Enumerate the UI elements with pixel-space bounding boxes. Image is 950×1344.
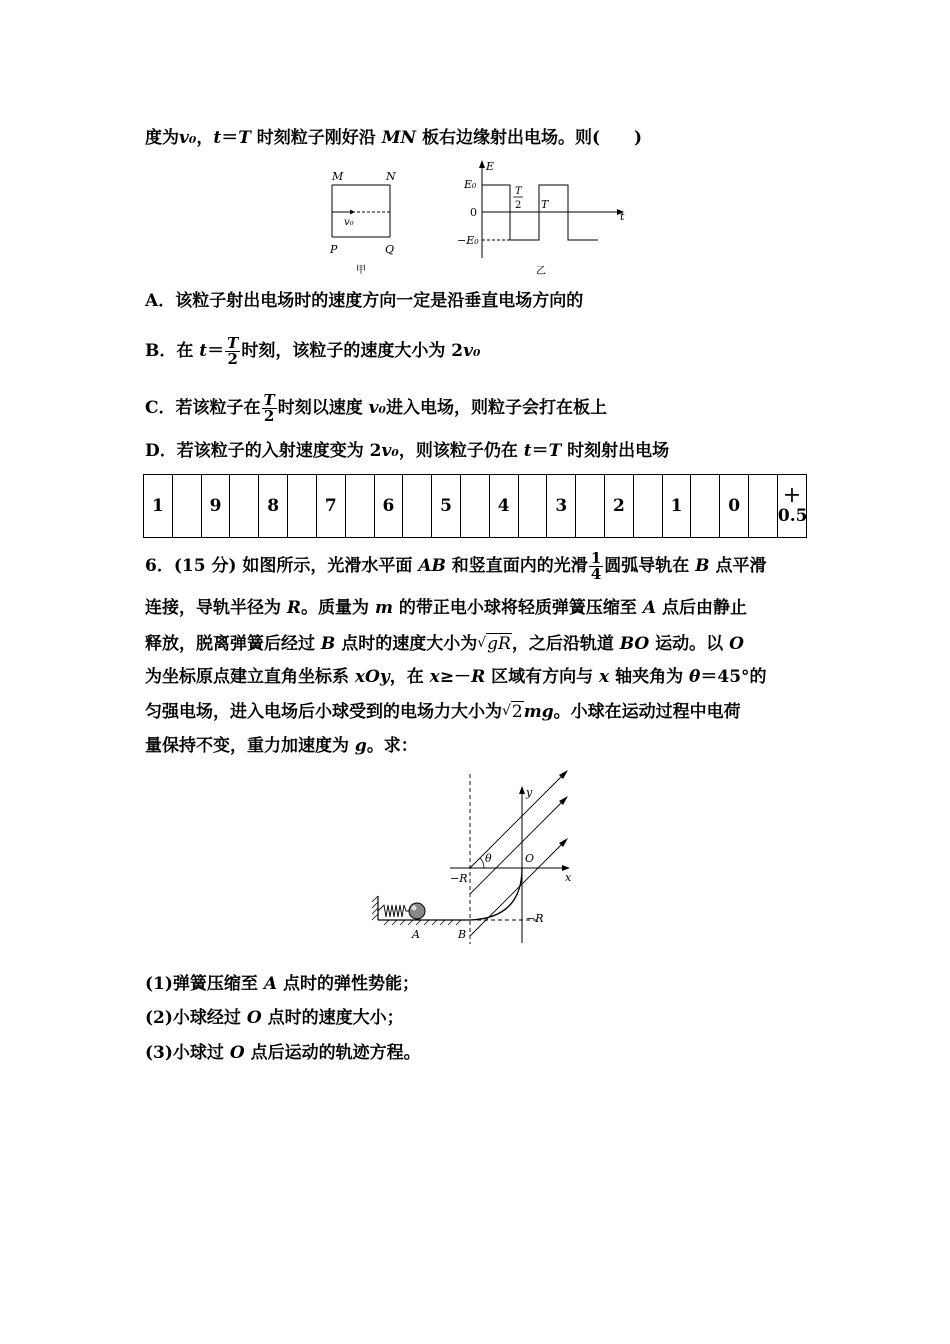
text: 量保持不变，重力加速度为: [145, 736, 355, 756]
denominator: 4: [590, 565, 602, 583]
label-P: P: [330, 243, 338, 256]
score-cell: [288, 475, 317, 538]
label-zero: 0: [470, 206, 477, 219]
fraction-T-over-2: [225, 336, 240, 367]
caption-yi: 乙: [536, 266, 546, 277]
text: 点时的弹性势能；: [277, 974, 419, 994]
symbol: BO: [619, 634, 650, 654]
text: D．若该粒子的入射速度变为 2: [145, 441, 382, 461]
label-B: B: [458, 928, 467, 941]
text: 进入电场，则粒子会打在板上: [385, 398, 607, 418]
symbol: B: [695, 556, 710, 576]
label-N: N: [386, 170, 396, 183]
text: ，则该粒子仍在: [398, 441, 524, 461]
text: 时刻以速度: [277, 398, 369, 418]
q6-line-6: [145, 735, 418, 757]
symbol: x: [599, 667, 610, 687]
sub-question-2: [145, 1007, 404, 1029]
q6-line-1: [145, 551, 766, 582]
label-Q: Q: [385, 243, 395, 256]
text: (2)小球经过: [145, 1008, 247, 1028]
score-cell-last: [777, 475, 806, 538]
symbol: B: [320, 634, 336, 654]
symbol: xOy: [354, 667, 390, 687]
q6-line-2: [145, 597, 747, 619]
text: 。求：: [366, 736, 418, 756]
symbol: A: [263, 974, 278, 994]
label-neg-R-x: −R: [450, 872, 468, 885]
text: 点后运动的轨迹方程。: [244, 1043, 421, 1063]
label-neg-R-y: −R: [526, 912, 544, 925]
score-cell: [518, 475, 547, 538]
text: 板右边缘射出电场。则( ): [416, 128, 643, 148]
score-cell: [633, 475, 662, 538]
sqrt-icon: √: [477, 635, 487, 651]
score-cell: 0: [720, 475, 749, 538]
text: (3)小球过: [145, 1043, 230, 1063]
q5-intro-line: [145, 127, 642, 149]
sqrt-icon: √: [502, 703, 511, 719]
symbol: O: [229, 1043, 245, 1063]
figure-capacitor: [322, 165, 402, 277]
text: 时刻粒子刚好沿: [250, 128, 382, 148]
label-T-half-num: T: [515, 186, 522, 197]
score-cell: [345, 475, 374, 538]
q6-line-4: [145, 666, 767, 688]
q6-line-3: [145, 632, 744, 655]
label-T-half-den: 2: [515, 200, 522, 211]
denominator: 2: [263, 407, 275, 425]
option-a-text: A．该粒子射出电场时的速度方向一定是沿垂直电场方向的: [145, 291, 584, 311]
text: B．在: [145, 341, 200, 361]
text: ≥－: [439, 667, 472, 687]
symbol: θ: [689, 667, 701, 687]
score-cell: 1: [662, 475, 691, 538]
symbol: v₀: [381, 441, 399, 461]
text: ，在: [389, 667, 430, 687]
score-cell: [403, 475, 432, 538]
axis-E: E: [486, 160, 495, 173]
text: ＝: [531, 441, 549, 461]
symbol: O: [729, 634, 744, 654]
label-O: O: [525, 852, 535, 865]
symbol: MN: [381, 128, 417, 148]
text: (1)弹簧压缩至: [145, 974, 264, 994]
option-c: [145, 393, 607, 424]
score-cell: 6: [374, 475, 403, 538]
symbol: T: [548, 441, 562, 461]
symbol: R: [286, 598, 302, 618]
score-cell: [460, 475, 489, 538]
q6-line-5: [145, 700, 741, 723]
symbol: t: [199, 341, 208, 361]
symbol: v₀: [463, 341, 481, 361]
text: 连接，导轨半径为: [145, 598, 287, 618]
text: 。质量为: [301, 598, 375, 618]
symbol: x: [429, 667, 440, 687]
symbol: m: [374, 598, 393, 618]
score-cell: [172, 475, 201, 538]
numerator: 1: [590, 549, 602, 567]
text: 。小球在运动过程中电荷: [553, 702, 741, 722]
symbol: O: [246, 1008, 262, 1028]
label-T: T: [541, 198, 549, 211]
label-E0: E₀: [464, 178, 477, 191]
symbol: t: [213, 128, 222, 148]
label-theta: θ: [485, 852, 492, 865]
text: ，之后沿轨道: [511, 634, 620, 654]
option-b: [145, 336, 480, 367]
score-cell: [691, 475, 720, 538]
label-A: A: [412, 928, 420, 941]
symbol: v₀: [179, 128, 197, 148]
axis-y: y: [526, 786, 533, 799]
text: ＝: [207, 341, 225, 361]
score-cell: 8: [259, 475, 288, 538]
axis-t: t: [620, 210, 625, 223]
symbol: t: [523, 441, 532, 461]
score-cell: [576, 475, 605, 538]
text: 时刻，该粒子的速度大小为 2: [241, 341, 464, 361]
symbol: R: [471, 667, 486, 687]
score-cell: 7: [316, 475, 345, 538]
symbol: T: [238, 128, 251, 148]
score-cell: 4: [489, 475, 518, 538]
text: 点后由静止: [656, 598, 747, 618]
score-cell: [749, 475, 778, 538]
sub-question-1: [145, 973, 419, 995]
score-cell: 1: [144, 475, 173, 538]
text: ＝: [221, 128, 239, 148]
text: 运动。以: [649, 634, 730, 654]
label-M: M: [332, 170, 344, 183]
sub-question-3: [145, 1042, 421, 1064]
symbol: AB: [418, 556, 446, 576]
text: 点时的速度大小；: [261, 1008, 404, 1028]
plus-sign: +: [782, 483, 802, 508]
symbol: A: [642, 598, 657, 618]
radicand: 2: [511, 702, 523, 722]
figure-field-graph: [452, 158, 632, 278]
text: 区域有方向与: [485, 667, 600, 687]
text: 轴夹角为: [609, 667, 690, 687]
symbol: v₀: [368, 398, 386, 418]
label-neg-E0: −E₀: [457, 234, 479, 247]
fraction-one-quarter: [589, 551, 603, 582]
text: ，: [196, 128, 214, 148]
symbol: g: [354, 736, 367, 756]
option-d: [145, 440, 669, 462]
label-v0: v₀: [344, 217, 354, 228]
numerator: T: [227, 334, 239, 352]
fraction-T-over-2: [262, 393, 277, 424]
text: 6．(15 分) 如图所示，光滑水平面: [145, 556, 419, 576]
text: 匀强电场，进入电场后小球受到的电场力大小为: [145, 702, 502, 722]
text: 点平滑: [709, 556, 767, 576]
denominator: 2: [227, 350, 238, 368]
numerator: T: [263, 391, 275, 409]
option-a: [145, 290, 583, 312]
text: 的带正电小球将轻质弹簧压缩至: [392, 598, 643, 618]
text: 和竖直面内的光滑: [445, 556, 588, 576]
text: 释放，脱离弹簧后经过: [145, 634, 321, 654]
text: C．若该粒子在: [145, 398, 261, 418]
score-value: 0.5: [777, 506, 808, 526]
symbol: mg: [523, 702, 554, 722]
text: 为坐标原点建立直角坐标系: [145, 667, 355, 687]
axis-x: x: [565, 871, 572, 884]
score-cell: [230, 475, 259, 538]
score-cell: 5: [432, 475, 461, 538]
score-cell: 2: [605, 475, 634, 538]
score-table: [143, 474, 807, 538]
score-cell: 3: [547, 475, 576, 538]
caption-jia: 甲: [356, 265, 366, 276]
text: 度为: [145, 128, 179, 148]
text: 圆弧导轨在: [604, 556, 696, 576]
text: 时刻射出电场: [561, 441, 670, 461]
radicand: gR: [487, 634, 511, 654]
text: 点时的速度大小为: [335, 634, 478, 654]
score-cell: 9: [201, 475, 230, 538]
figure-track-field: [370, 768, 610, 950]
text: ＝45°的: [700, 667, 767, 687]
